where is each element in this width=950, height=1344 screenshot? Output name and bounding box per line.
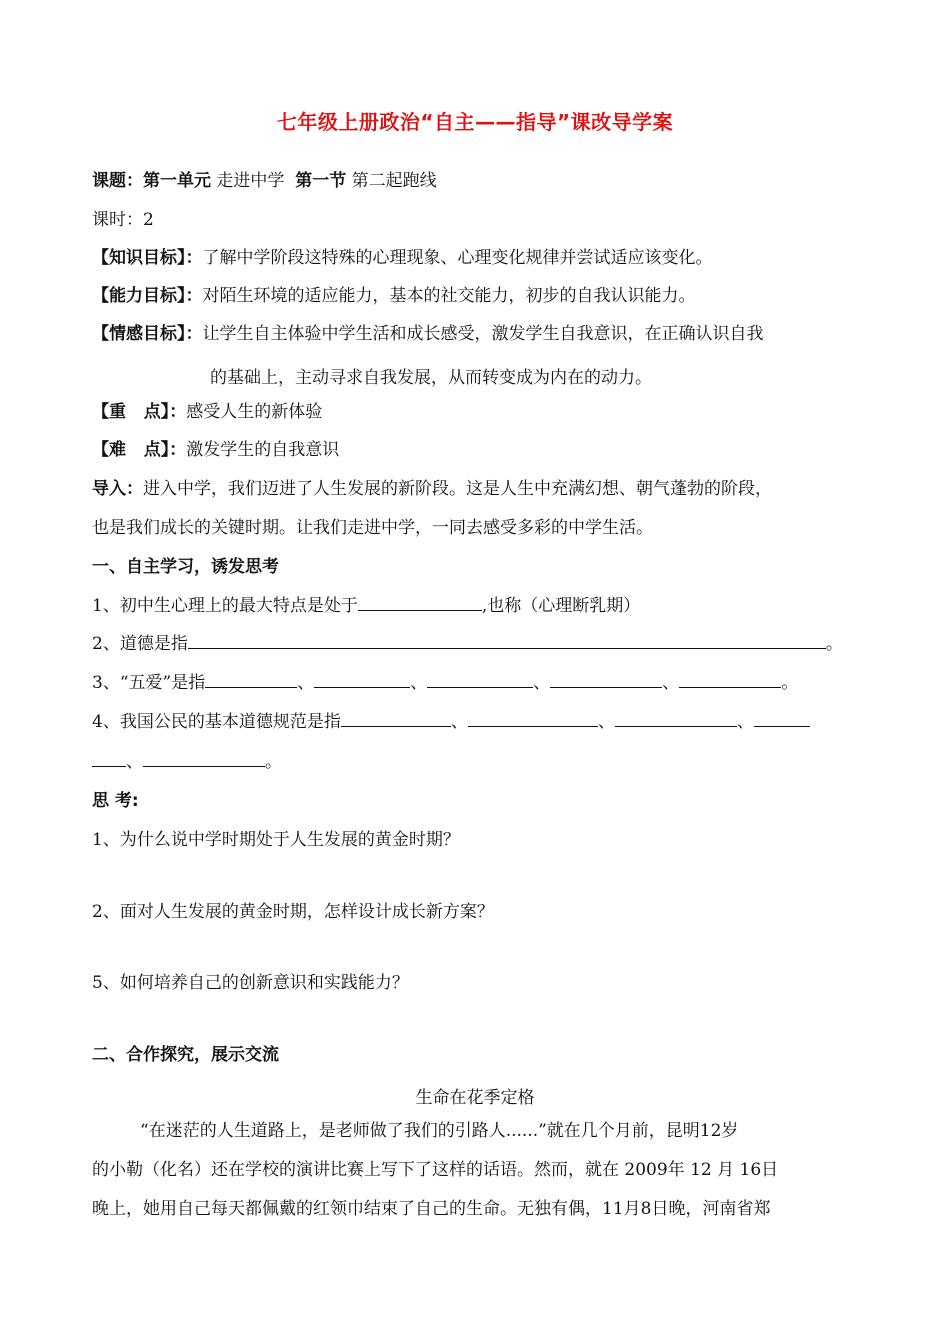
answer-blank[interactable]	[341, 710, 451, 727]
part1-heading: 一、自主学习，诱发思考	[92, 557, 279, 577]
separator: 、	[450, 712, 468, 732]
answer-blank[interactable]	[468, 710, 598, 727]
topic-line	[92, 170, 437, 192]
think-heading: 思 考:	[92, 791, 139, 811]
punctuation: 。	[781, 673, 799, 693]
document-title: 七年级上册政治“自主——指导”课改导学案	[276, 110, 674, 134]
separator: 、	[126, 752, 143, 772]
story-paragraph-line-2: 的小勒（化名）还在学校的演讲比赛上写下了这样的话语。然而，就在 2009年 12 月 16日	[92, 1160, 779, 1180]
knowledge-goal-text: 了解中学阶段这特殊的心理现象、心理变化规律并尝试适应该变化。	[202, 248, 713, 268]
question-2-text: 2、道德是指	[92, 634, 188, 654]
question-3-text: 3、“五爱”是指	[92, 673, 206, 693]
emotion-goal	[92, 323, 764, 345]
question-4-text: 4、我国公民的基本道德规范是指	[92, 712, 341, 732]
intro-label: 导入：	[92, 479, 143, 499]
answer-blank[interactable]	[205, 671, 297, 688]
difficult-point-text: 激发学生的自我意识	[186, 440, 340, 460]
separator: 、	[410, 673, 428, 693]
answer-blank[interactable]	[92, 750, 126, 767]
unit-label: 第一单元	[143, 171, 211, 191]
question-1-text: 1、初中生心理上的最大特点是处于	[92, 596, 358, 616]
story-paragraph-line-3: 晚上，她用自己每天都佩戴的红领巾结束了自己的生命。无独有偶，11月8日晚，河南省郑	[92, 1199, 771, 1219]
answer-blank[interactable]	[615, 710, 737, 727]
topic-label: 课题：	[92, 171, 143, 191]
key-point-text: 感受人生的新体验	[186, 402, 323, 422]
answer-blank[interactable]	[314, 671, 410, 688]
answer-blank[interactable]	[679, 671, 781, 688]
separator: 、	[736, 712, 754, 732]
difficult-point-label: 【难 点】：	[92, 440, 187, 460]
section-label: 第一节	[295, 171, 347, 191]
question-1	[92, 594, 640, 617]
knowledge-goal-label: 【知识目标】：	[92, 248, 203, 268]
think-question-1: 1、为什么说中学时期处于人生发展的黄金时期？	[92, 830, 460, 850]
punctuation: 。	[265, 752, 282, 772]
answer-blank[interactable]	[550, 671, 662, 688]
question-3	[92, 671, 798, 694]
story-title: 生命在花季定格	[415, 1088, 535, 1108]
emotion-goal-text-2: 的基础上，主动寻求自我发展，从而转变成为内在的动力。	[210, 368, 652, 388]
hours-line: 课时：2	[92, 210, 154, 230]
separator: 、	[597, 712, 615, 732]
intro-line-1	[92, 478, 772, 500]
difficult-point	[92, 439, 339, 461]
key-point-label: 【重 点】：	[92, 402, 187, 422]
answer-blank[interactable]	[188, 632, 826, 649]
ability-goal	[92, 285, 696, 307]
knowledge-goal	[92, 247, 713, 269]
answer-blank[interactable]	[754, 710, 810, 727]
answer-blank[interactable]	[358, 594, 482, 611]
answer-blank[interactable]	[427, 671, 533, 688]
section-name: 第二起跑线	[346, 171, 437, 191]
emotion-goal-text-1: 让学生自主体验中学生活和成长感受，激发学生自我意识，在正确认识自我	[202, 324, 764, 344]
punctuation: 。	[825, 634, 843, 654]
question-4	[92, 710, 810, 733]
separator: 、	[662, 673, 680, 693]
part2-heading: 二、合作探究，展示交流	[92, 1045, 279, 1065]
separator: 、	[297, 673, 315, 693]
question-1-note: ,也称（心理断乳期）	[481, 596, 641, 616]
think-question-3: 5、如何培养自己的创新意识和实践能力？	[92, 973, 409, 993]
key-point	[92, 401, 322, 423]
intro-line-2: 也是我们成长的关键时期。让我们走进中学，一同去感受多彩的中学生活。	[92, 518, 653, 538]
ability-goal-text: 对陌生环境的适应能力，基本的社交能力，初步的自我认识能力。	[202, 286, 696, 306]
unit-name: 走进中学	[211, 171, 296, 191]
emotion-goal-label: 【情感目标】：	[92, 324, 203, 344]
think-question-2: 2、面对人生发展的黄金时期，怎样设计成长新方案？	[92, 902, 494, 922]
answer-blank[interactable]	[143, 750, 265, 767]
separator: 、	[533, 673, 551, 693]
question-4-cont	[92, 750, 282, 773]
ability-goal-label: 【能力目标】：	[92, 286, 203, 306]
question-2	[92, 632, 843, 655]
story-paragraph-line-1: “在迷茫的人生道路上，是老师做了我们的引路人......”就在几个月前，昆明12岁	[140, 1121, 739, 1141]
intro-text-1: 进入中学，我们迈进了人生发展的新阶段。这是人生中充满幻想、朝气蓬勃的阶段，	[143, 479, 772, 499]
